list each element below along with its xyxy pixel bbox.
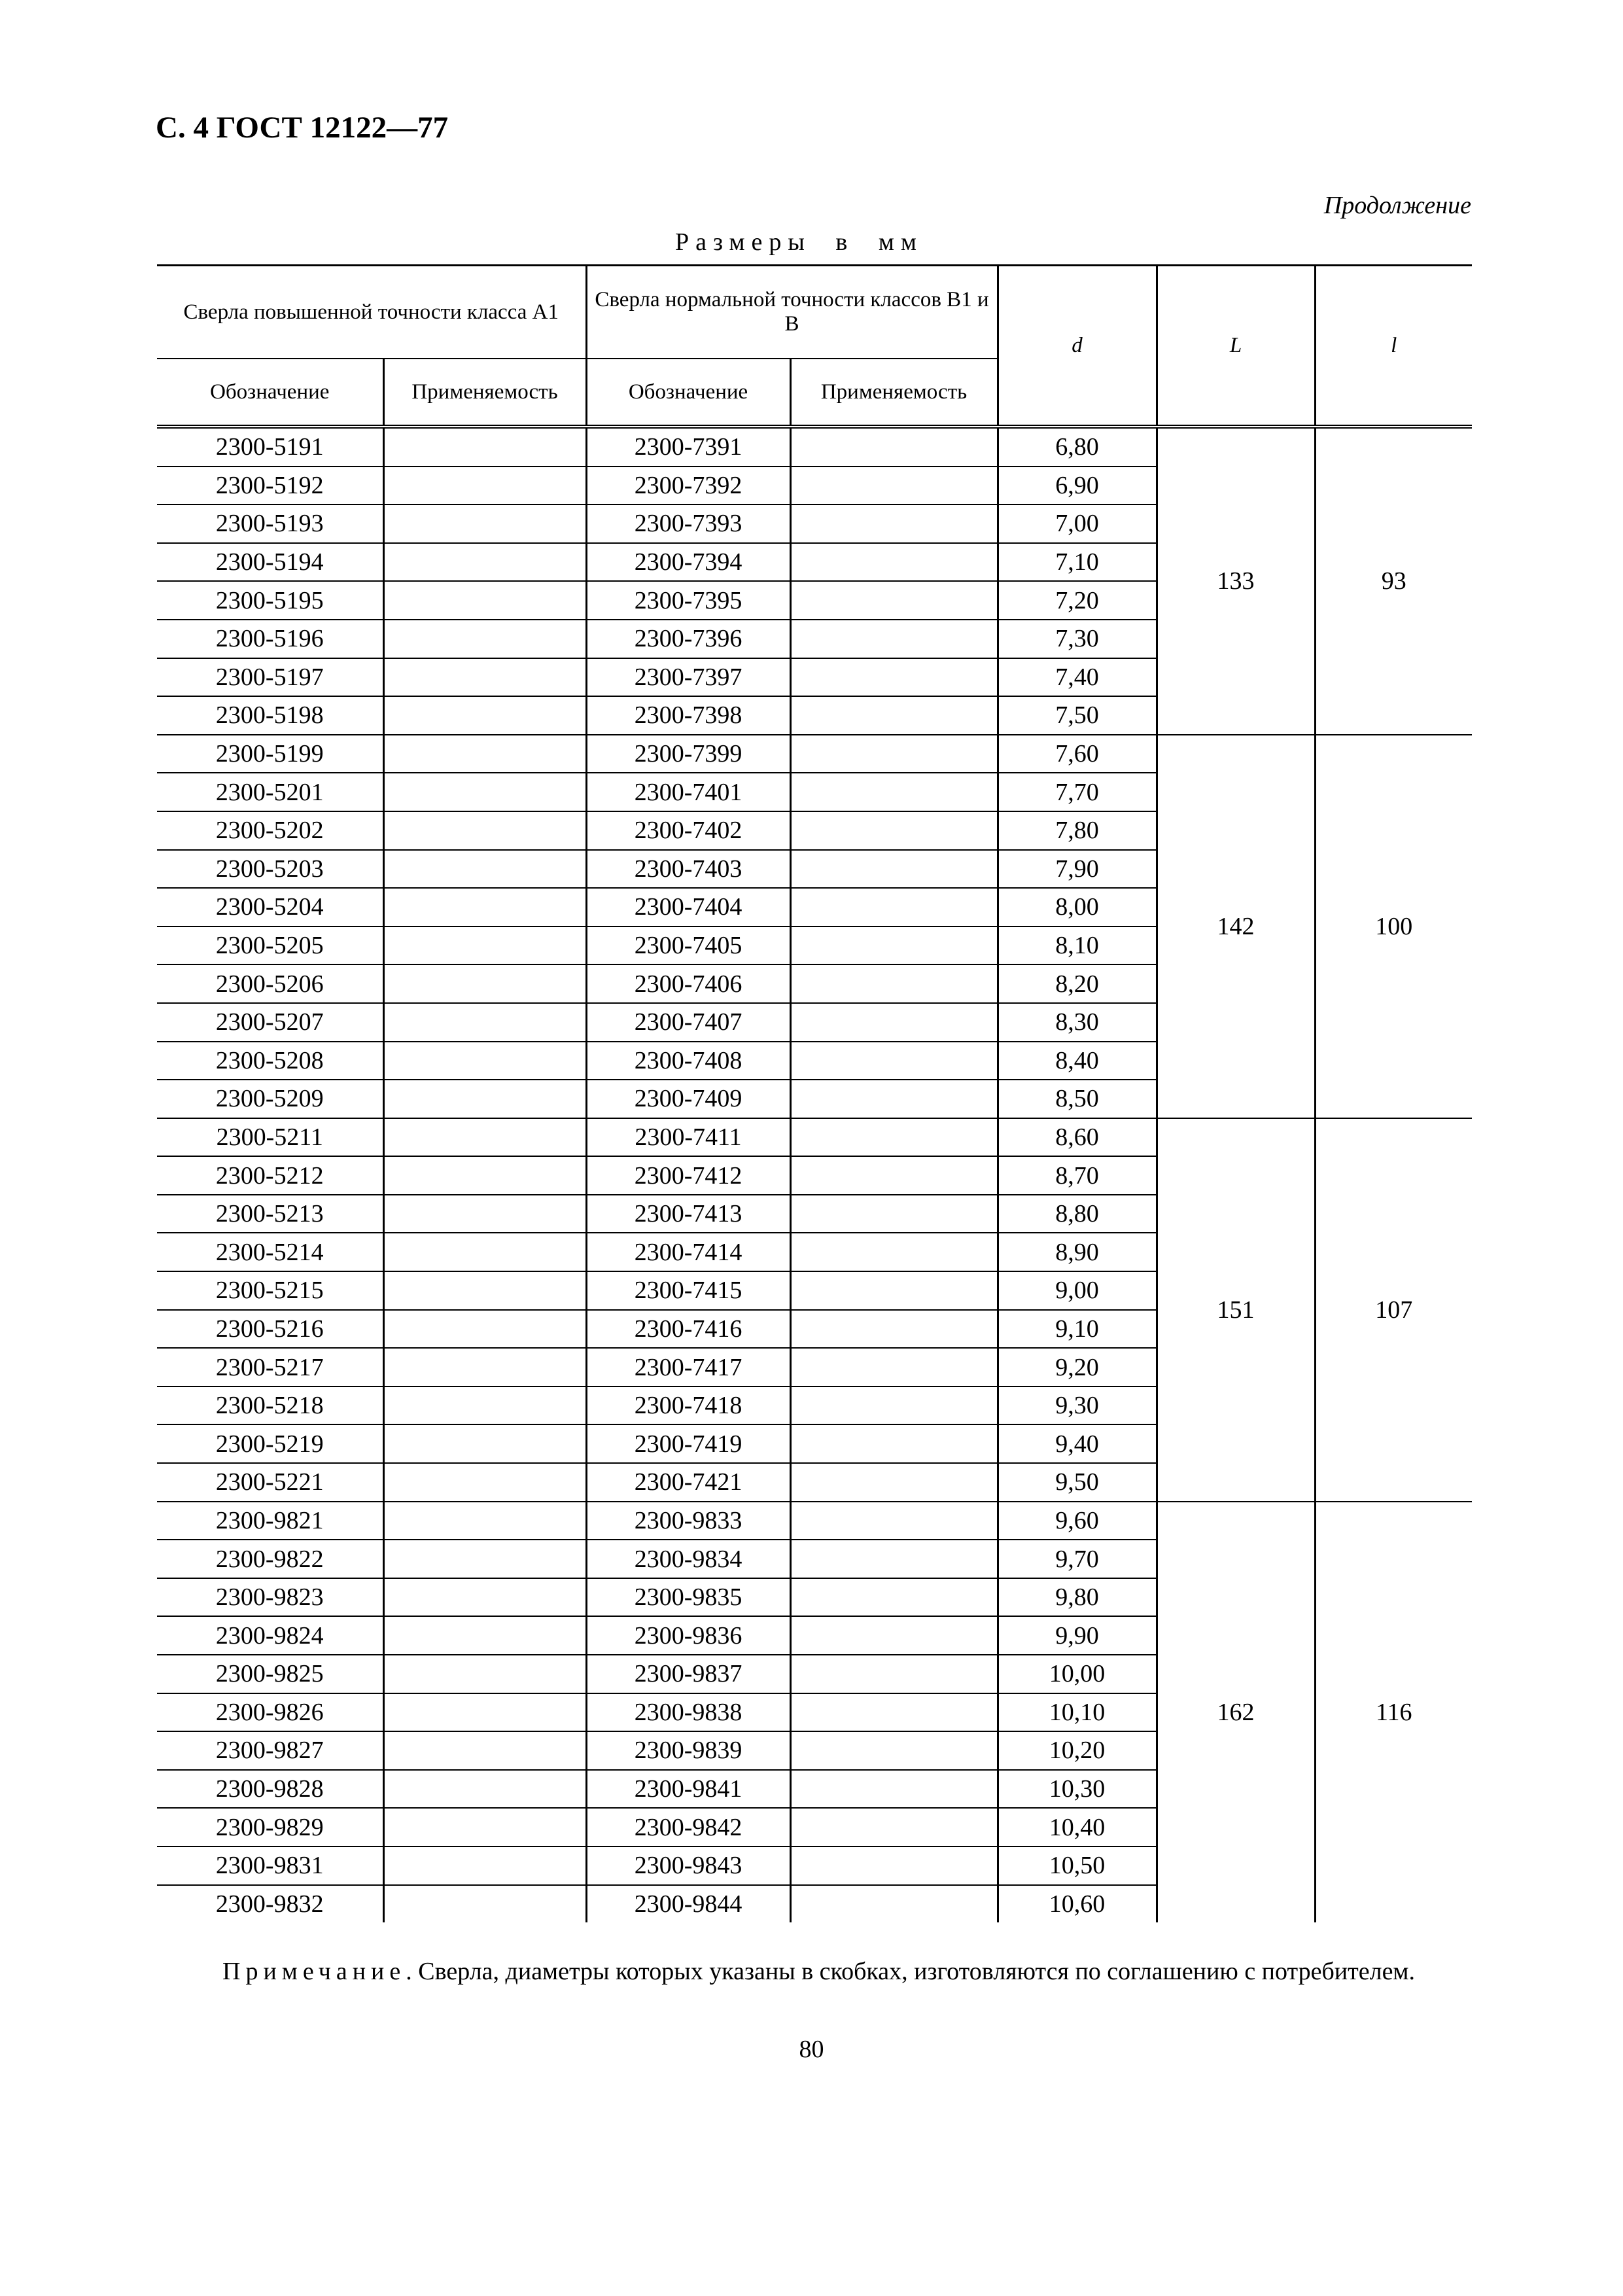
- designation-b-cell: 2300-7398: [586, 696, 790, 735]
- applicability-b-cell: [790, 964, 998, 1003]
- designation-b-cell: 2300-7415: [586, 1271, 790, 1310]
- diameter-d-cell: 8,20: [998, 964, 1157, 1003]
- designation-a1-cell: 2300-9826: [157, 1693, 383, 1732]
- designation-a1-cell: 2300-9827: [157, 1731, 383, 1770]
- flute-length-l-cell: 116: [1315, 1502, 1472, 1923]
- flute-length-l-cell: 100: [1315, 735, 1472, 1118]
- designation-b-cell: 2300-7403: [586, 850, 790, 889]
- applicability-b-cell: [790, 735, 998, 773]
- header-group-b: Сверла нормальной точности классов В1 и В: [586, 266, 998, 359]
- designation-b-cell: 2300-7399: [586, 735, 790, 773]
- designation-b-cell: 2300-7392: [586, 467, 790, 505]
- applicability-a1-cell: [383, 1003, 586, 1042]
- applicability-a1-cell: [383, 1118, 586, 1157]
- diameter-d-cell: 7,00: [998, 504, 1157, 543]
- applicability-b-cell: [790, 1693, 998, 1732]
- designation-a1-cell: 2300-5207: [157, 1003, 383, 1042]
- applicability-b-cell: [790, 427, 998, 467]
- page-number: 80: [799, 2036, 824, 2063]
- designation-b-cell: 2300-7408: [586, 1042, 790, 1080]
- designation-a1-cell: 2300-5217: [157, 1348, 383, 1386]
- designation-b-cell: 2300-7401: [586, 773, 790, 811]
- header-l: l: [1315, 266, 1472, 427]
- designation-b-cell: 2300-7397: [586, 658, 790, 697]
- designation-a1-cell: 2300-5201: [157, 773, 383, 811]
- applicability-a1-cell: [383, 1424, 586, 1463]
- designation-a1-cell: 2300-5192: [157, 467, 383, 505]
- designation-b-cell: 2300-9842: [586, 1808, 790, 1846]
- length-L-cell: 151: [1157, 1118, 1315, 1502]
- designation-a1-cell: 2300-9831: [157, 1846, 383, 1885]
- designation-a1-cell: 2300-9821: [157, 1502, 383, 1540]
- designation-b-cell: 2300-7394: [586, 543, 790, 582]
- designation-a1-cell: 2300-9823: [157, 1578, 383, 1617]
- applicability-a1-cell: [383, 467, 586, 505]
- applicability-a1-cell: [383, 1502, 586, 1540]
- header-applicability-a1: Применяемость: [383, 359, 586, 427]
- applicability-b-cell: [790, 467, 998, 505]
- diameter-d-cell: 7,90: [998, 850, 1157, 889]
- applicability-b-cell: [790, 1770, 998, 1809]
- units-label: Размеры в мм: [675, 228, 923, 256]
- designation-a1-cell: 2300-5219: [157, 1424, 383, 1463]
- applicability-a1-cell: [383, 1233, 586, 1271]
- applicability-b-cell: [790, 1310, 998, 1349]
- designation-a1-cell: 2300-5191: [157, 427, 383, 467]
- diameter-d-cell: 8,90: [998, 1233, 1157, 1271]
- designation-a1-cell: 2300-5206: [157, 964, 383, 1003]
- applicability-a1-cell: [383, 1808, 586, 1846]
- diameter-d-cell: 8,70: [998, 1156, 1157, 1195]
- designation-b-cell: 2300-7407: [586, 1003, 790, 1042]
- flute-length-l-cell: 93: [1315, 427, 1472, 735]
- applicability-a1-cell: [383, 1386, 586, 1425]
- applicability-b-cell: [790, 696, 998, 735]
- applicability-b-cell: [790, 811, 998, 850]
- diameter-d-cell: 7,30: [998, 620, 1157, 658]
- designation-a1-cell: 2300-5198: [157, 696, 383, 735]
- length-L-cell: 142: [1157, 735, 1315, 1118]
- applicability-b-cell: [790, 888, 998, 927]
- diameter-d-cell: 10,20: [998, 1731, 1157, 1770]
- applicability-b-cell: [790, 581, 998, 620]
- designation-b-cell: 2300-7421: [586, 1463, 790, 1502]
- diameter-d-cell: 9,30: [998, 1386, 1157, 1425]
- designation-b-cell: 2300-9841: [586, 1770, 790, 1809]
- drill-spec-table: [157, 264, 1472, 1922]
- applicability-b-cell: [790, 1424, 998, 1463]
- applicability-b-cell: [790, 927, 998, 965]
- applicability-b-cell: [790, 1578, 998, 1617]
- designation-b-cell: 2300-7412: [586, 1156, 790, 1195]
- applicability-b-cell: [790, 1885, 998, 1923]
- applicability-b-cell: [790, 1348, 998, 1386]
- applicability-a1-cell: [383, 888, 586, 927]
- diameter-d-cell: 10,00: [998, 1655, 1157, 1693]
- applicability-a1-cell: [383, 735, 586, 773]
- designation-b-cell: 2300-7396: [586, 620, 790, 658]
- designation-a1-cell: 2300-9832: [157, 1885, 383, 1923]
- designation-b-cell: 2300-9838: [586, 1693, 790, 1732]
- diameter-d-cell: 7,50: [998, 696, 1157, 735]
- page-header: С. 4 ГОСТ 12122—77: [156, 111, 449, 145]
- diameter-d-cell: 10,10: [998, 1693, 1157, 1732]
- applicability-a1-cell: [383, 1156, 586, 1195]
- applicability-a1-cell: [383, 1271, 586, 1310]
- diameter-d-cell: 10,50: [998, 1846, 1157, 1885]
- designation-b-cell: 2300-7416: [586, 1310, 790, 1349]
- applicability-b-cell: [790, 1118, 998, 1157]
- designation-a1-cell: 2300-5197: [157, 658, 383, 697]
- designation-b-cell: 2300-9837: [586, 1655, 790, 1693]
- applicability-a1-cell: [383, 773, 586, 811]
- designation-b-cell: 2300-7418: [586, 1386, 790, 1425]
- diameter-d-cell: 9,50: [998, 1463, 1157, 1502]
- designation-a1-cell: 2300-5199: [157, 735, 383, 773]
- header-group-a1: Сверла повышенной точности класса А1: [157, 266, 586, 359]
- designation-b-cell: 2300-9834: [586, 1540, 790, 1578]
- applicability-b-cell: [790, 1655, 998, 1693]
- diameter-d-cell: 7,40: [998, 658, 1157, 697]
- designation-a1-cell: 2300-9822: [157, 1540, 383, 1578]
- diameter-d-cell: 8,50: [998, 1080, 1157, 1118]
- applicability-b-cell: [790, 1080, 998, 1118]
- diameter-d-cell: 10,40: [998, 1808, 1157, 1846]
- designation-b-cell: 2300-7414: [586, 1233, 790, 1271]
- applicability-a1-cell: [383, 581, 586, 620]
- table-row: [157, 1502, 1472, 1540]
- continuation-label: Продолжение: [1323, 192, 1471, 219]
- note-text: . Сверла, диаметры которых указаны в скобках, изготовляются по соглашению с потребителем.: [406, 1958, 1415, 1985]
- diameter-d-cell: 10,30: [998, 1770, 1157, 1809]
- designation-b-cell: 2300-7419: [586, 1424, 790, 1463]
- applicability-b-cell: [790, 850, 998, 889]
- designation-a1-cell: 2300-5221: [157, 1463, 383, 1502]
- applicability-a1-cell: [383, 1348, 586, 1386]
- designation-b-cell: 2300-9839: [586, 1731, 790, 1770]
- table-row: [157, 1118, 1472, 1157]
- designation-a1-cell: 2300-5212: [157, 1156, 383, 1195]
- applicability-a1-cell: [383, 427, 586, 467]
- diameter-d-cell: 10,60: [998, 1885, 1157, 1923]
- length-L-cell: 162: [1157, 1502, 1315, 1923]
- diameter-d-cell: 9,70: [998, 1540, 1157, 1578]
- table-row: [157, 735, 1472, 773]
- applicability-b-cell: [790, 1195, 998, 1233]
- applicability-a1-cell: [383, 504, 586, 543]
- applicability-a1-cell: [383, 1731, 586, 1770]
- diameter-d-cell: 8,10: [998, 927, 1157, 965]
- diameter-d-cell: 7,80: [998, 811, 1157, 850]
- designation-a1-cell: 2300-5218: [157, 1386, 383, 1425]
- diameter-d-cell: 7,70: [998, 773, 1157, 811]
- diameter-d-cell: 8,00: [998, 888, 1157, 927]
- designation-a1-cell: 2300-9824: [157, 1616, 383, 1655]
- diameter-d-cell: 9,80: [998, 1578, 1157, 1617]
- applicability-b-cell: [790, 1463, 998, 1502]
- diameter-d-cell: 9,00: [998, 1271, 1157, 1310]
- designation-b-cell: 2300-9835: [586, 1578, 790, 1617]
- designation-b-cell: 2300-7402: [586, 811, 790, 850]
- applicability-b-cell: [790, 1540, 998, 1578]
- header-applicability-b: Применяемость: [790, 359, 998, 427]
- applicability-a1-cell: [383, 1463, 586, 1502]
- designation-a1-cell: 2300-5215: [157, 1271, 383, 1310]
- header-d: d: [998, 266, 1157, 427]
- applicability-a1-cell: [383, 1042, 586, 1080]
- applicability-a1-cell: [383, 850, 586, 889]
- designation-b-cell: 2300-7417: [586, 1348, 790, 1386]
- applicability-b-cell: [790, 1846, 998, 1885]
- designation-a1-cell: 2300-5208: [157, 1042, 383, 1080]
- designation-a1-cell: 2300-5194: [157, 543, 383, 582]
- designation-b-cell: 2300-9843: [586, 1846, 790, 1885]
- applicability-a1-cell: [383, 620, 586, 658]
- applicability-b-cell: [790, 504, 998, 543]
- designation-b-cell: 2300-7411: [586, 1118, 790, 1157]
- applicability-a1-cell: [383, 1693, 586, 1732]
- applicability-b-cell: [790, 658, 998, 697]
- designation-a1-cell: 2300-9828: [157, 1770, 383, 1809]
- applicability-a1-cell: [383, 1885, 586, 1923]
- flute-length-l-cell: 107: [1315, 1118, 1472, 1502]
- applicability-a1-cell: [383, 1616, 586, 1655]
- designation-b-cell: 2300-7393: [586, 504, 790, 543]
- designation-a1-cell: 2300-5202: [157, 811, 383, 850]
- diameter-d-cell: 9,40: [998, 1424, 1157, 1463]
- designation-a1-cell: 2300-5214: [157, 1233, 383, 1271]
- applicability-b-cell: [790, 1156, 998, 1195]
- designation-a1-cell: 2300-5205: [157, 927, 383, 965]
- designation-a1-cell: 2300-5211: [157, 1118, 383, 1157]
- applicability-b-cell: [790, 1808, 998, 1846]
- designation-a1-cell: 2300-5213: [157, 1195, 383, 1233]
- applicability-a1-cell: [383, 1770, 586, 1809]
- designation-a1-cell: 2300-5203: [157, 850, 383, 889]
- designation-a1-cell: 2300-5204: [157, 888, 383, 927]
- designation-a1-cell: 2300-5216: [157, 1310, 383, 1349]
- diameter-d-cell: 9,90: [998, 1616, 1157, 1655]
- designation-b-cell: 2300-7413: [586, 1195, 790, 1233]
- applicability-a1-cell: [383, 1540, 586, 1578]
- applicability-a1-cell: [383, 1578, 586, 1617]
- designation-b-cell: 2300-7405: [586, 927, 790, 965]
- designation-b-cell: 2300-7404: [586, 888, 790, 927]
- diameter-d-cell: 7,20: [998, 581, 1157, 620]
- applicability-a1-cell: [383, 1080, 586, 1118]
- applicability-b-cell: [790, 1502, 998, 1540]
- designation-b-cell: 2300-9844: [586, 1885, 790, 1923]
- header-designation-a1: Обозначение: [157, 359, 383, 427]
- header-L: L: [1157, 266, 1315, 427]
- applicability-b-cell: [790, 1386, 998, 1425]
- applicability-a1-cell: [383, 1195, 586, 1233]
- diameter-d-cell: 9,60: [998, 1502, 1157, 1540]
- designation-b-cell: 2300-9836: [586, 1616, 790, 1655]
- diameter-d-cell: 8,30: [998, 1003, 1157, 1042]
- designation-a1-cell: 2300-5209: [157, 1080, 383, 1118]
- applicability-b-cell: [790, 1233, 998, 1271]
- length-L-cell: 133: [1157, 427, 1315, 735]
- table-note: [157, 1956, 1472, 1987]
- designation-b-cell: 2300-7406: [586, 964, 790, 1003]
- note-label: Примечание: [222, 1958, 406, 1985]
- diameter-d-cell: 6,80: [998, 427, 1157, 467]
- header-designation-b: Обозначение: [586, 359, 790, 427]
- diameter-d-cell: 8,60: [998, 1118, 1157, 1157]
- applicability-b-cell: [790, 1731, 998, 1770]
- designation-a1-cell: 2300-9825: [157, 1655, 383, 1693]
- applicability-a1-cell: [383, 1310, 586, 1349]
- applicability-b-cell: [790, 1003, 998, 1042]
- diameter-d-cell: 9,10: [998, 1310, 1157, 1349]
- table-row: [157, 427, 1472, 467]
- designation-a1-cell: 2300-5193: [157, 504, 383, 543]
- applicability-b-cell: [790, 543, 998, 582]
- designation-b-cell: 2300-7391: [586, 427, 790, 467]
- applicability-a1-cell: [383, 964, 586, 1003]
- applicability-a1-cell: [383, 1846, 586, 1885]
- diameter-d-cell: 7,10: [998, 543, 1157, 582]
- applicability-b-cell: [790, 1042, 998, 1080]
- diameter-d-cell: 9,20: [998, 1348, 1157, 1386]
- diameter-d-cell: 7,60: [998, 735, 1157, 773]
- applicability-a1-cell: [383, 927, 586, 965]
- applicability-a1-cell: [383, 696, 586, 735]
- applicability-a1-cell: [383, 543, 586, 582]
- applicability-a1-cell: [383, 1655, 586, 1693]
- designation-a1-cell: 2300-5195: [157, 581, 383, 620]
- designation-b-cell: 2300-7395: [586, 581, 790, 620]
- applicability-b-cell: [790, 1271, 998, 1310]
- diameter-d-cell: 8,80: [998, 1195, 1157, 1233]
- designation-a1-cell: 2300-9829: [157, 1808, 383, 1846]
- applicability-a1-cell: [383, 811, 586, 850]
- designation-b-cell: 2300-7409: [586, 1080, 790, 1118]
- applicability-a1-cell: [383, 658, 586, 697]
- designation-a1-cell: 2300-5196: [157, 620, 383, 658]
- diameter-d-cell: 6,90: [998, 467, 1157, 505]
- designation-b-cell: 2300-9833: [586, 1502, 790, 1540]
- applicability-b-cell: [790, 1616, 998, 1655]
- applicability-b-cell: [790, 773, 998, 811]
- diameter-d-cell: 8,40: [998, 1042, 1157, 1080]
- applicability-b-cell: [790, 620, 998, 658]
